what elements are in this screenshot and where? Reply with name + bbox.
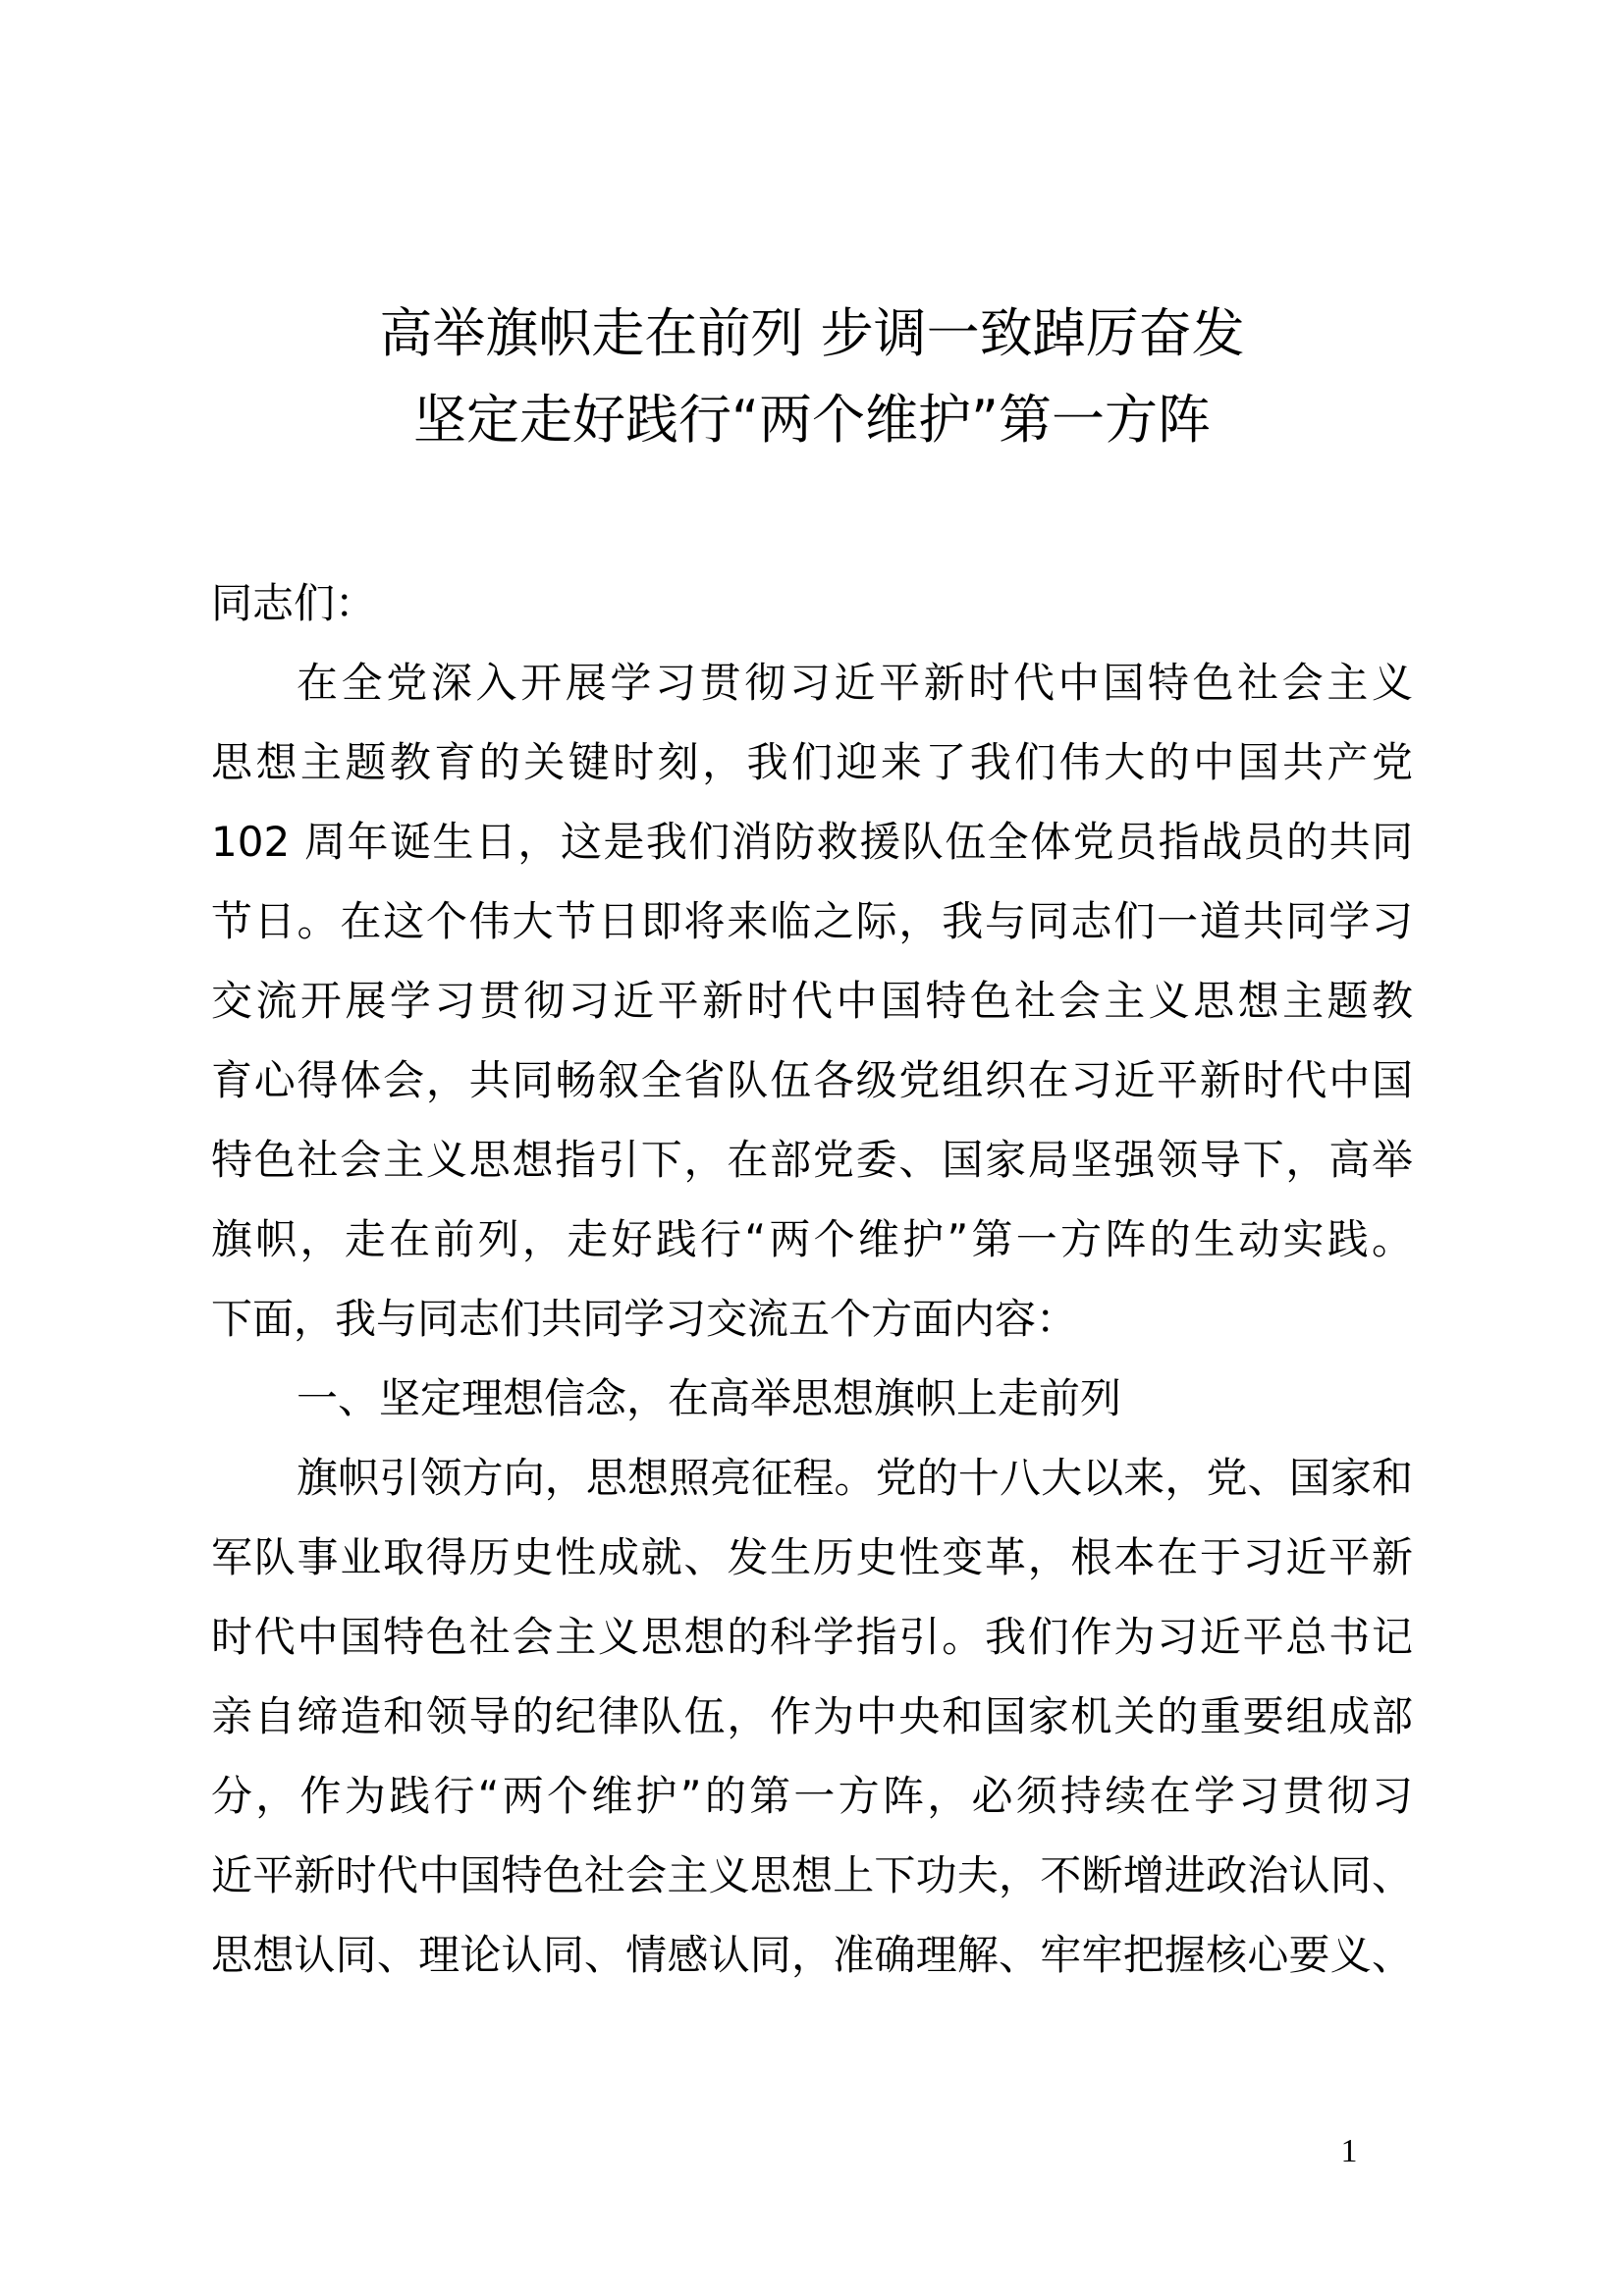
document-title <box>0 291 1624 463</box>
paragraph-1-line-6: 育心得体会，共同畅叙全省队伍各级党组织在习近平新时代中国 <box>211 1056 1413 1104</box>
title-line-2: 坚定走好践行“两个维护”第一方阵 <box>413 389 1211 451</box>
paragraph-2-line-6: 近平新时代中国特色社会主义思想上下功夫，不断增进政治认同、 <box>211 1851 1413 1899</box>
paragraph-2-line-1: 旗帜引领方向，思想照亮征程。党的十八大以来，党、国家和 <box>297 1454 1413 1502</box>
paragraph-1-line-1: 在全党深入开展学习贯彻习近平新时代中国特色社会主义 <box>297 659 1413 707</box>
paragraph-2-line-7: 思想认同、理论认同、情感认同，准确理解、牢牢把握核心要义、 <box>211 1931 1413 1979</box>
paragraph-1-line-3: 102 周年诞生日，这是我们消防救援队伍全体党员指战员的共同 <box>211 818 1413 866</box>
paragraph-2-line-4: 亲自缔造和领导的纪律队伍，作为中央和国家机关的重要组成部 <box>211 1692 1413 1740</box>
paragraph-1-line-5: 交流开展学习贯彻习近平新时代中国特色社会主义思想主题教 <box>211 977 1413 1025</box>
paragraph-1-line-7: 特色社会主义思想指引下，在部党委、国家局坚强领导下，高举 <box>211 1136 1413 1184</box>
paragraph-2-line-3: 时代中国特色社会主义思想的科学指引。我们作为习近平总书记 <box>211 1613 1413 1661</box>
salutation: 同志们： <box>211 579 377 627</box>
paragraph-1-line-4: 节日。在这个伟大节日即将来临之际，我与同志们一道共同学习 <box>211 897 1413 945</box>
paragraph-2-line-2: 军队事业取得历史性成就、发生历史性变革，根本在于习近平新 <box>211 1533 1413 1581</box>
section-heading-1: 一、坚定理想信念，在高举思想旗帜上走前列 <box>297 1374 1122 1422</box>
paragraph-1-line-8: 旗帜，走在前列，走好践行“两个维护”第一方阵的生动实践。 <box>211 1215 1413 1263</box>
paragraph-1-line-2: 思想主题教育的关键时刻，我们迎来了我们伟大的中国共产党 <box>211 738 1413 786</box>
paragraph-1-line-9: 下面，我与同志们共同学习交流五个方面内容： <box>211 1295 1078 1343</box>
paragraph-2-line-5: 分，作为践行“两个维护”的第一方阵，必须持续在学习贯彻习 <box>211 1772 1413 1820</box>
title-line-1: 高举旗帜走在前列 步调一致踔厉奋发 <box>379 302 1245 364</box>
page-number: 1 <box>1340 2133 1358 2169</box>
document-body <box>211 563 1413 1995</box>
